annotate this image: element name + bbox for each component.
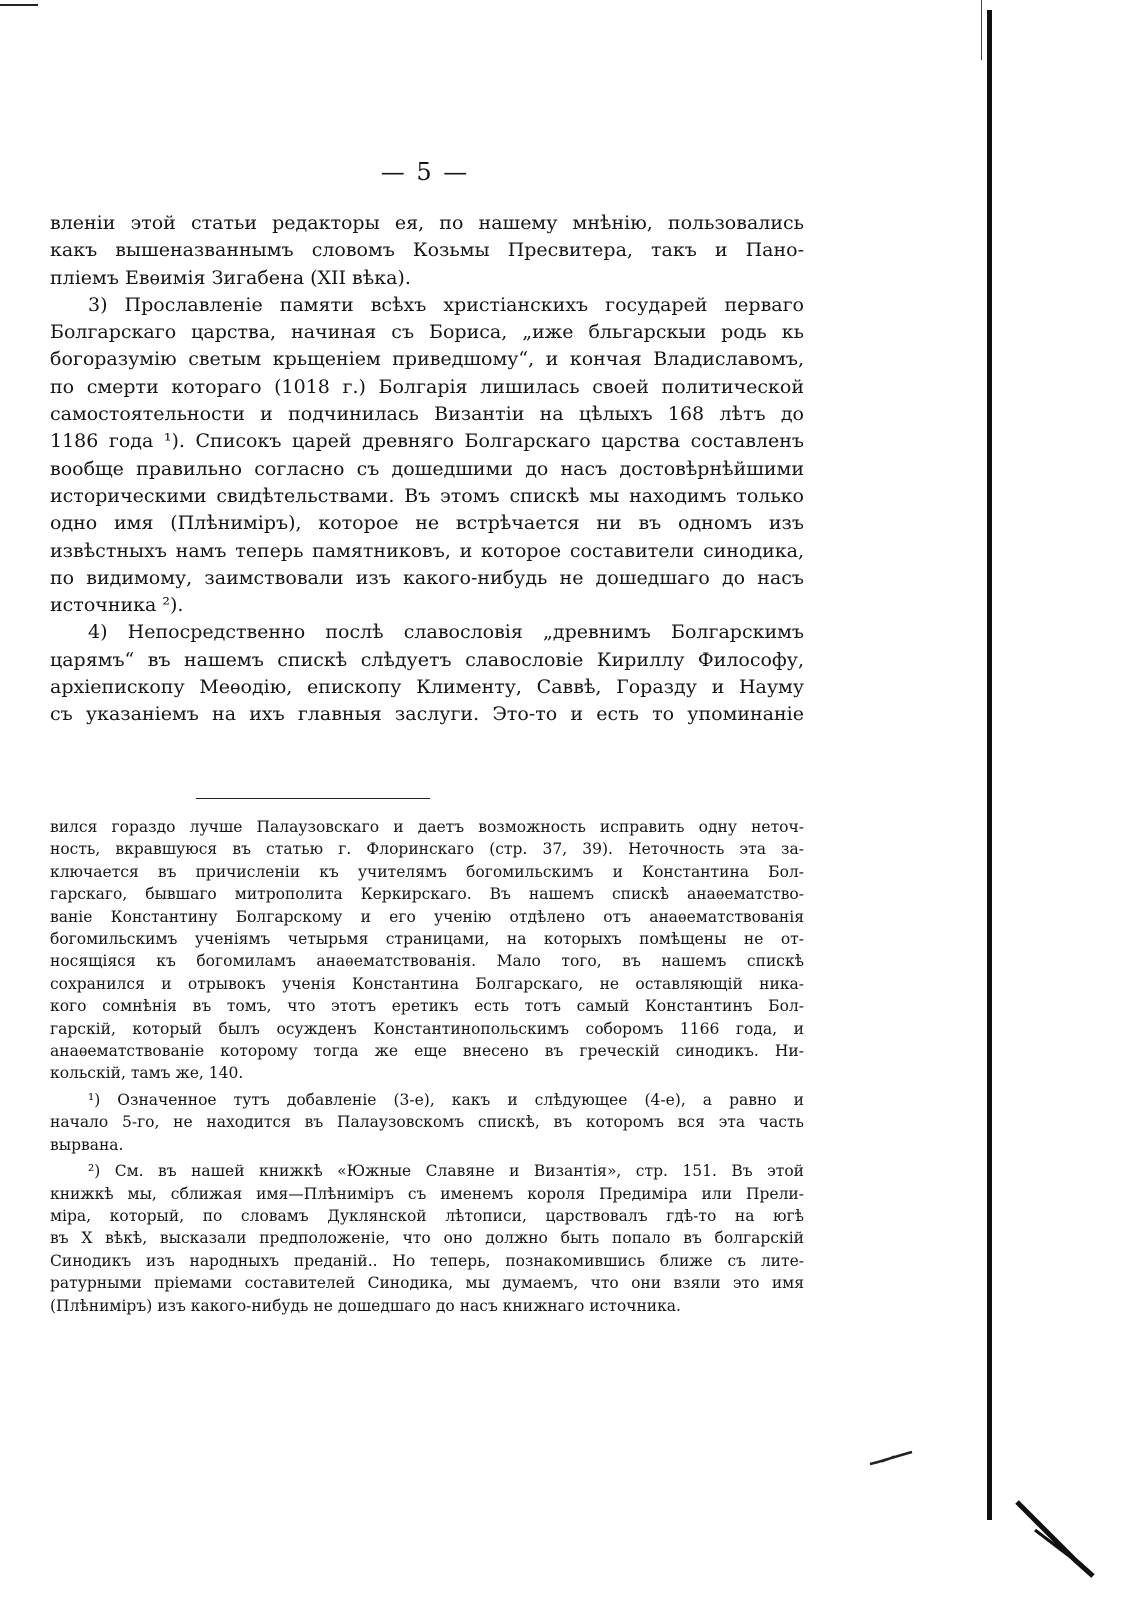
footnote-line: носящіяся къ богомиламъ анаѳематствованія. Мало того, въ нашемъ спискѣ — [50, 952, 804, 971]
text-line: съ указаніемъ на ихъ главныя заслуги. Это-то и есть то упоминаніе — [50, 703, 804, 726]
text-line: пліемъ Евѳимія Зигабена (XII вѣка). — [50, 266, 411, 289]
footnote-line: начало 5-го, не находится въ Палаузовскомъ спискѣ, въ которомъ вся эта часть — [50, 1113, 804, 1132]
footnotes — [50, 816, 804, 1317]
scan-smudge-mark — [868, 1450, 914, 1466]
main-body-text — [50, 210, 804, 729]
text-line: царямъ“ въ нашемъ спискѣ слѣдуетъ славословіе Кириллу Философу, — [50, 648, 804, 671]
text-line: одно имя (Плѣнимiръ), которое не встрѣчается ни въ одномъ изъ — [50, 512, 804, 535]
footnote-line: книжкѣ мы, сближая имя—Плѣнимiръ съ именемъ короля Предиміра или Прели- — [50, 1184, 804, 1203]
footnote-line: сохранился и отрывокъ ученія Константина Болгарскаго, не оставляющій ника- — [50, 974, 804, 993]
page-binding-edge — [987, 10, 992, 1520]
text-line: по смерти котораго (1018 г.) Болгарія лишилась своей политической — [50, 375, 804, 398]
text-line: историческими свидѣтельствами. Въ этомъ спискѣ мы находимъ только — [50, 484, 804, 507]
footnote-line: міра, который, по словамъ Дуклянской лѣтописи, царствовалъ гдѣ-то на югѣ — [50, 1206, 804, 1225]
footnote-line: ¹) Означенное тутъ добавленіе (3-е), какъ и слѣдующее (4-е), а равно и — [88, 1090, 804, 1109]
top-edge-rule — [0, 4, 38, 6]
footnote-line: кого сомнѣнія въ томъ, что этотъ еретикъ есть тотъ самый Константинъ Бол- — [50, 997, 804, 1016]
scan-corner-mark — [1015, 1500, 1095, 1580]
footnote-line: (Плѣнимiръ) изъ какого-нибудь не дошедшаго до насъ книжнаго источника. — [50, 1296, 681, 1315]
page-number: — 5 — — [380, 158, 470, 186]
footnote-line: ²) См. въ нашей книжкѣ «Южные Славяне и Византія», стр. 151. Въ этой — [88, 1162, 804, 1181]
text-line: 3) Прославленіе памяти всѣхъ христіанскихъ государей перваго — [88, 293, 804, 316]
footnote-line: богомильскимъ ученіямъ четырьмя страницами, на которыхъ помѣщены не от- — [50, 930, 804, 949]
text-line: по видимому, заимствовали изъ какого-нибудь не дошедшаго до насъ — [50, 566, 804, 589]
footnote-line: анаѳематствованіе которому тогда же еще внесено въ греческій синодикъ. Ни- — [50, 1042, 804, 1061]
text-line: 4) Непосредственно послѣ славословія „древнимъ Болгарскимъ — [88, 621, 804, 644]
text-line: вообще правильно согласно съ дошедшими до насъ достовѣрнѣйшими — [50, 457, 804, 480]
text-line: вленіи этой статьи редакторы ея, по нашему мнѣнію, пользовались — [50, 212, 804, 234]
text-line: источника ²). — [50, 594, 184, 617]
footnote-line: ключается въ причисленіи къ учителямъ богомильскимъ и Константина Бол- — [50, 862, 804, 881]
text-line: какъ вышеназваннымъ словомъ Козьмы Пресвитера, такъ и Пано- — [50, 239, 804, 262]
footnote-line: въ X вѣкѣ, высказали предположеніе, что оно должно быть попало въ болгарскій — [50, 1229, 804, 1248]
footnote-separator — [196, 798, 430, 799]
text-line: богоразумію светым крьщеніем приведшому“, и кончая Владиславомъ, — [50, 348, 804, 371]
text-line: самостоятельности и подчинилась Византіи на цѣлыхъ 168 лѣтъ до — [50, 403, 804, 426]
footnote-line: ратурными пріемами составителей Синодика, мы думаемъ, что они взяли это имя — [50, 1274, 804, 1293]
text-line: 1186 года ¹). Списокъ царей древняго Болгарскаго царства составленъ — [50, 430, 804, 453]
footnote-line: вырвана. — [50, 1135, 124, 1154]
footnote-line: ваніе Константину Болгарскому и его ученію отдѣлено отъ анаѳематствованія — [50, 907, 804, 926]
footnote-line: вился гораздо лучше Палаузовскаго и даетъ возможность исправить одну неточ- — [50, 818, 804, 836]
page-edge-thin-line — [981, 0, 982, 60]
footnote-line: кольскій, тамъ же, 140. — [50, 1064, 244, 1083]
footnote-line: гарскій, который былъ осужденъ Константинопольскимъ соборомъ 1166 года, и — [50, 1019, 804, 1038]
footnote-line: Синодикъ изъ народныхъ преданій.. Но теперь, познакомившись ближе съ лите- — [50, 1251, 804, 1270]
text-line: Болгарскаго царства, начиная съ Бориса, „иже бльгарскыи родь кь — [50, 321, 804, 344]
footnote-line: ность, вкравшуюся въ статью г. Флоринскаго (стр. 37, 39). Неточность эта за- — [50, 840, 804, 859]
text-line: архіепископу Меѳодію, епископу Клименту, Саввѣ, Горазду и Науму — [50, 676, 804, 699]
footnote-line: гарскаго, бывшаго митрополита Керкирскаго. Въ нашемъ спискѣ анаѳематство- — [50, 885, 804, 904]
text-line: извѣстныхъ намъ теперь памятниковъ, и которое составители синодика, — [50, 539, 804, 562]
